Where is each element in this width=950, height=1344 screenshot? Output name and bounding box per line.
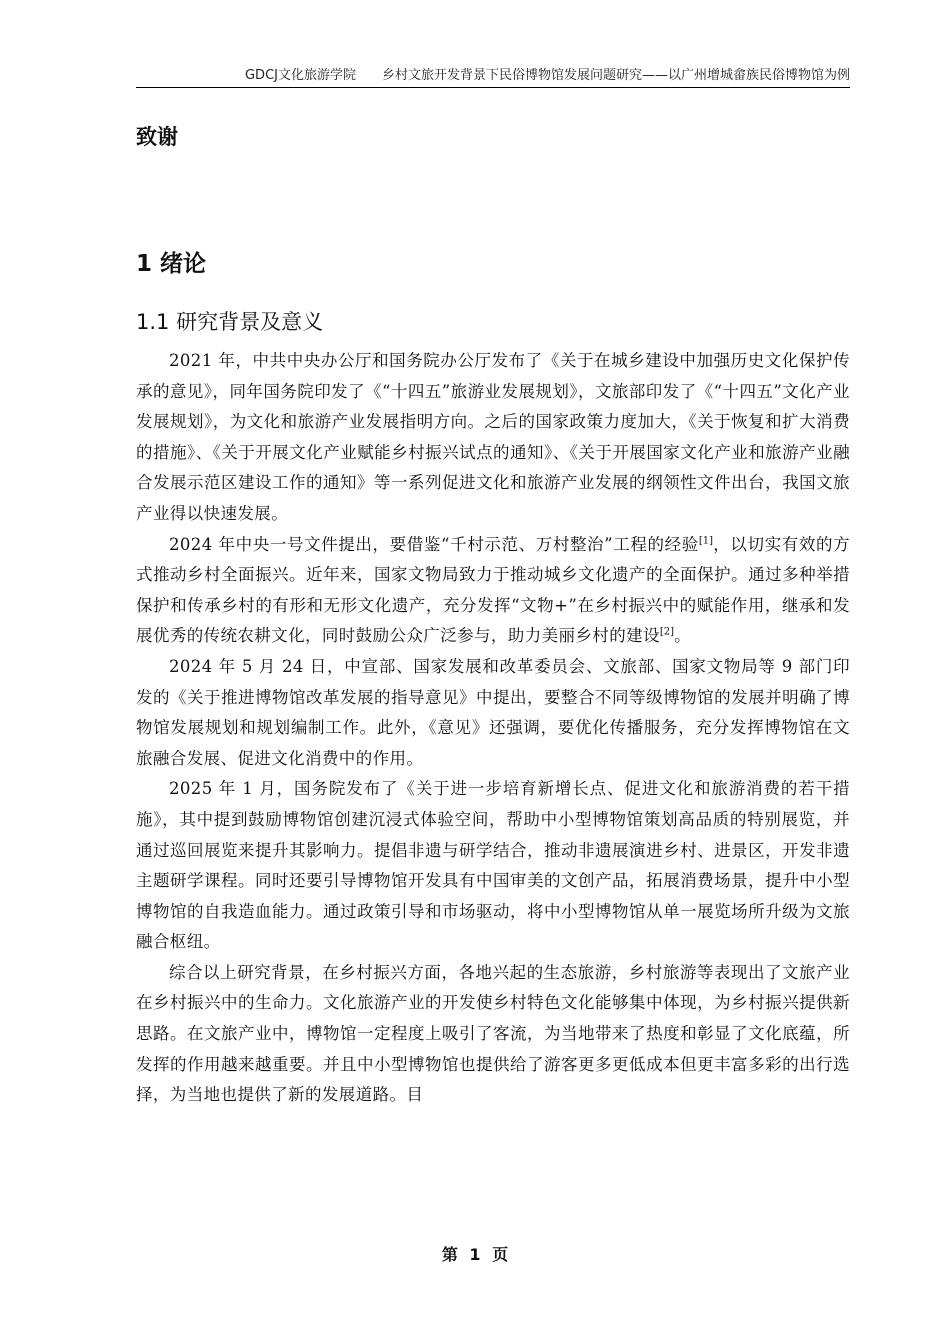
paragraph-1	[136, 346, 850, 530]
header-rule	[136, 87, 850, 88]
paragraph-text: 综合以上研究背景，在乡村振兴方面，各地兴起的生态旅游，乡村旅游等表现出了文旅产业在乡村振兴中的生命力。文化旅游产业的开发使乡村特色文化能够集中体现，为乡村振兴提供新思路。在文旅产业中，博物馆一定程度上吸引了客流，为当地带来了热度和彰显了文化底蕴，所发挥的作用越来越重要。并且中小型博物馆也提供给了游客更多更低成本但更丰富多彩的出行选择，为当地也提供了新的发展道路。目	[136, 962, 850, 1105]
page-number-value: 1	[469, 1245, 481, 1264]
page-number-suffix: 页	[492, 1245, 509, 1264]
paragraph-3	[136, 652, 850, 774]
running-header	[136, 66, 850, 86]
header-thesis-title: 乡村文旅开发背景下民俗博物馆发展问题研究——以广州增城畲族民俗博物馆为例	[381, 68, 850, 83]
paragraph-text: 2024 年中央一号文件提出，要借鉴“千村示范、万村整治”工程的经验	[169, 534, 699, 554]
paragraph-5	[136, 958, 850, 1111]
acknowledgement-heading: 致谢	[136, 125, 178, 149]
paragraph-4	[136, 774, 850, 958]
header-institution: GDCJ文化旅游学院	[244, 68, 356, 83]
paragraph-text: 2024 年 5 月 24 日，中宣部、国家发展和改革委员会、文旅部、国家文物局等 9 部门印发的《关于推进博物馆改革发展的指导意见》中提出，要整合不同等级博物馆的发展并明确了博物馆发展规划和规划编制工作。此外，《意见》还强调，要优化传播服务，充分发挥博物馆在文旅融合发展、促进文化消费中的作用。	[136, 656, 850, 768]
paragraph-text: 2021 年，中共中央办公厅和国务院办公厅发布了《关于在城乡建设中加强历史文化保护传承的意见》，同年国务院印发了《“十四五”旅游业发展规划》，文旅部印发了《“十四五”文化产业发展规划》，为文化和旅游产业发展指明方向。之后的国家政策力度加大，《关于恢复和扩大消费的措施》、《关于开展文化产业赋能乡村振兴试点的通知》、《关于开展国家文化产业和旅游产业融合发展示范区建设工作的通知》等一系列促进文化和旅游产业发展的纲领性文件出台，我国文旅产业得以快速发展。	[136, 351, 850, 523]
section-heading: 1.1 研究背景及意义	[136, 310, 324, 334]
paragraph-text: 。	[674, 626, 691, 646]
paragraph-text: ，以切实有效的方式推动乡村全面振兴。近年来，国家文物局致力于推动城乡文化遗产的全面保护。通过多种举措保护和传承乡村的有形和无形文化遗产，充分发挥“文物+”在乡村振兴中的赋能作用，继承和发展优秀的传统农耕文化，同时鼓励公众广泛参与，助力美丽乡村的建设	[136, 534, 850, 646]
page-number	[0, 1244, 950, 1266]
citation-1[interactable]: [1]	[698, 535, 714, 547]
chapter-heading: 1 绪论	[136, 251, 207, 277]
body-text	[136, 346, 850, 1111]
paragraph-2	[136, 530, 850, 652]
paragraph-text: 2025 年 1 月，国务院发布了《关于进一步培育新增长点、促进文化和旅游消费的若干措施》，其中提到鼓励博物馆创建沉浸式体验空间，帮助中小型博物馆策划高品质的特别展览，并通过巡回展览来提升其影响力。提倡非遗与研学结合，推动非遗展演进乡村、进景区，开发非遗主题研学课程。同时还要引导博物馆开发具有中国审美的文创产品，拓展消费场景，提升中小型博物馆的自我造血能力。通过政策引导和市场驱动，将中小型博物馆从单一展览场所升级为文旅融合枢纽。	[136, 779, 850, 952]
citation-2[interactable]: [2]	[659, 626, 675, 638]
page-number-prefix: 第	[441, 1245, 458, 1264]
